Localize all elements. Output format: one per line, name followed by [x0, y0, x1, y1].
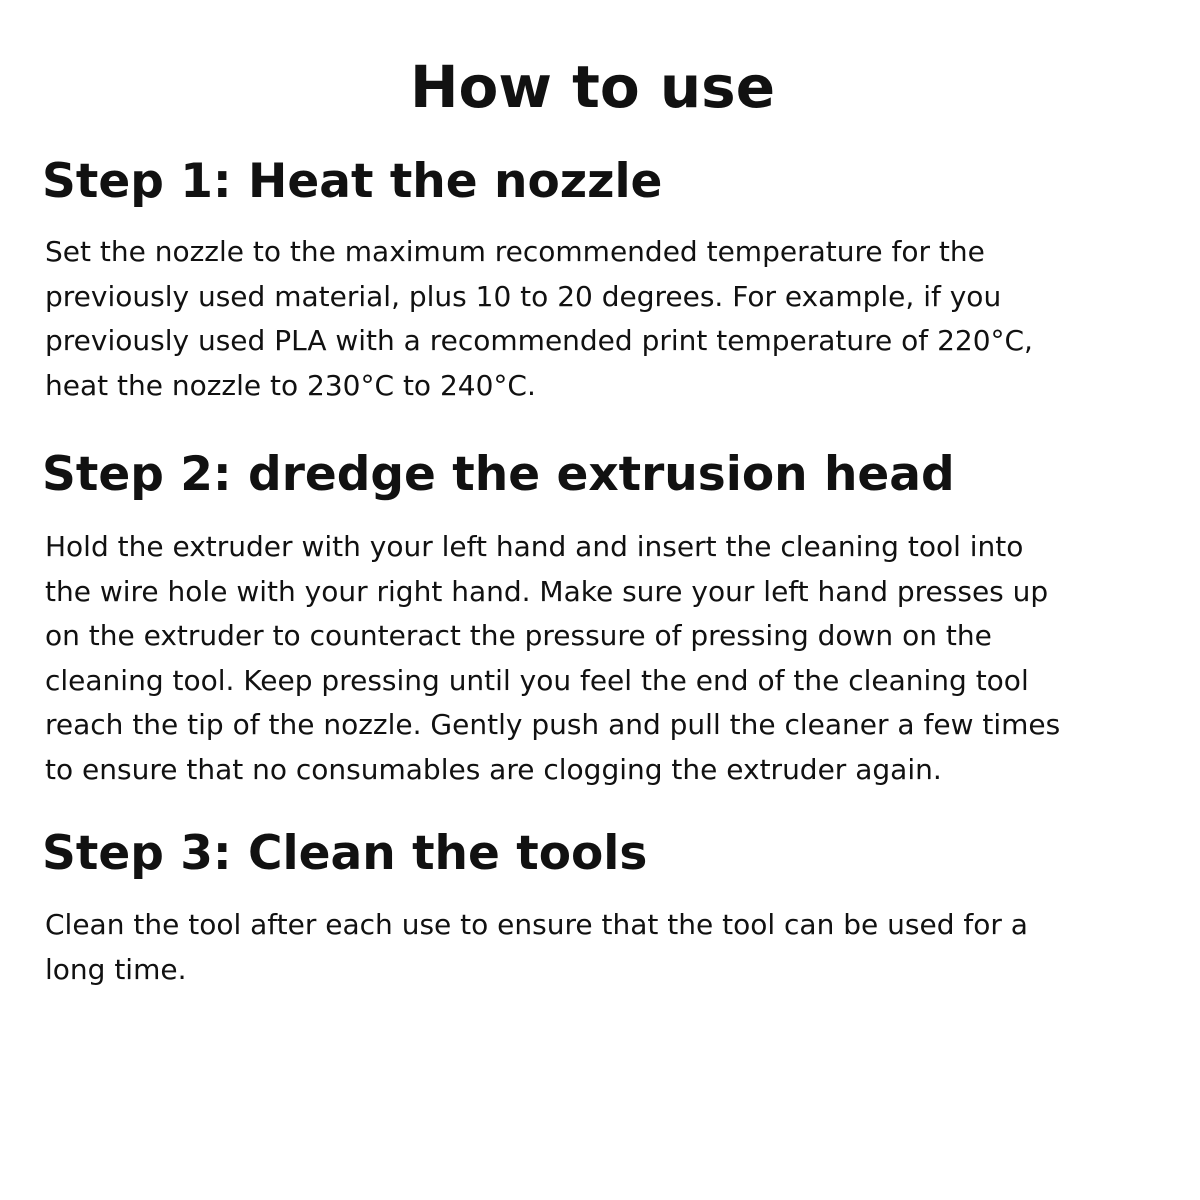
step-1-heading: Step 1: Heat the nozzle — [42, 154, 663, 209]
step-2-line: the wire hole with your right hand. Make sure your left hand presses up — [45, 574, 1049, 608]
step-3-line: Clean the tool after each use to ensure that the tool can be used for a — [45, 908, 1028, 941]
step-2-body — [45, 525, 1165, 792]
step-3-line: long time. — [45, 952, 187, 986]
step-1-line: Set the nozzle to the maximum recommended temperature for the — [45, 235, 985, 268]
step-1-body — [45, 230, 1165, 408]
step-1-line: previously used PLA with a recommended print temperature of 220°C, — [45, 324, 1033, 357]
step-2-line: cleaning tool. Keep pressing until you feel the end of the cleaning tool — [45, 663, 1029, 697]
step-2-line: on the extruder to counteract the pressure of pressing down on the — [45, 619, 992, 652]
step-2-line: Hold the extruder with your left hand and insert the cleaning tool into — [45, 530, 1024, 563]
step-2-line: to ensure that no consumables are clogging the extruder again. — [45, 752, 942, 786]
step-3-body — [45, 903, 1165, 992]
step-1-line: previously used material, plus 10 to 20 degrees. For example, if you — [45, 279, 1002, 313]
step-1-line: heat the nozzle to 230°C to 240°C. — [45, 368, 536, 402]
page-title: How to use — [409, 53, 776, 121]
step-2-line: reach the tip of the nozzle. Gently push and pull the cleaner a few times — [45, 708, 1061, 741]
step-3-heading: Step 3: Clean the tools — [42, 826, 648, 881]
step-2-heading: Step 2: dredge the extrusion head — [42, 447, 955, 502]
